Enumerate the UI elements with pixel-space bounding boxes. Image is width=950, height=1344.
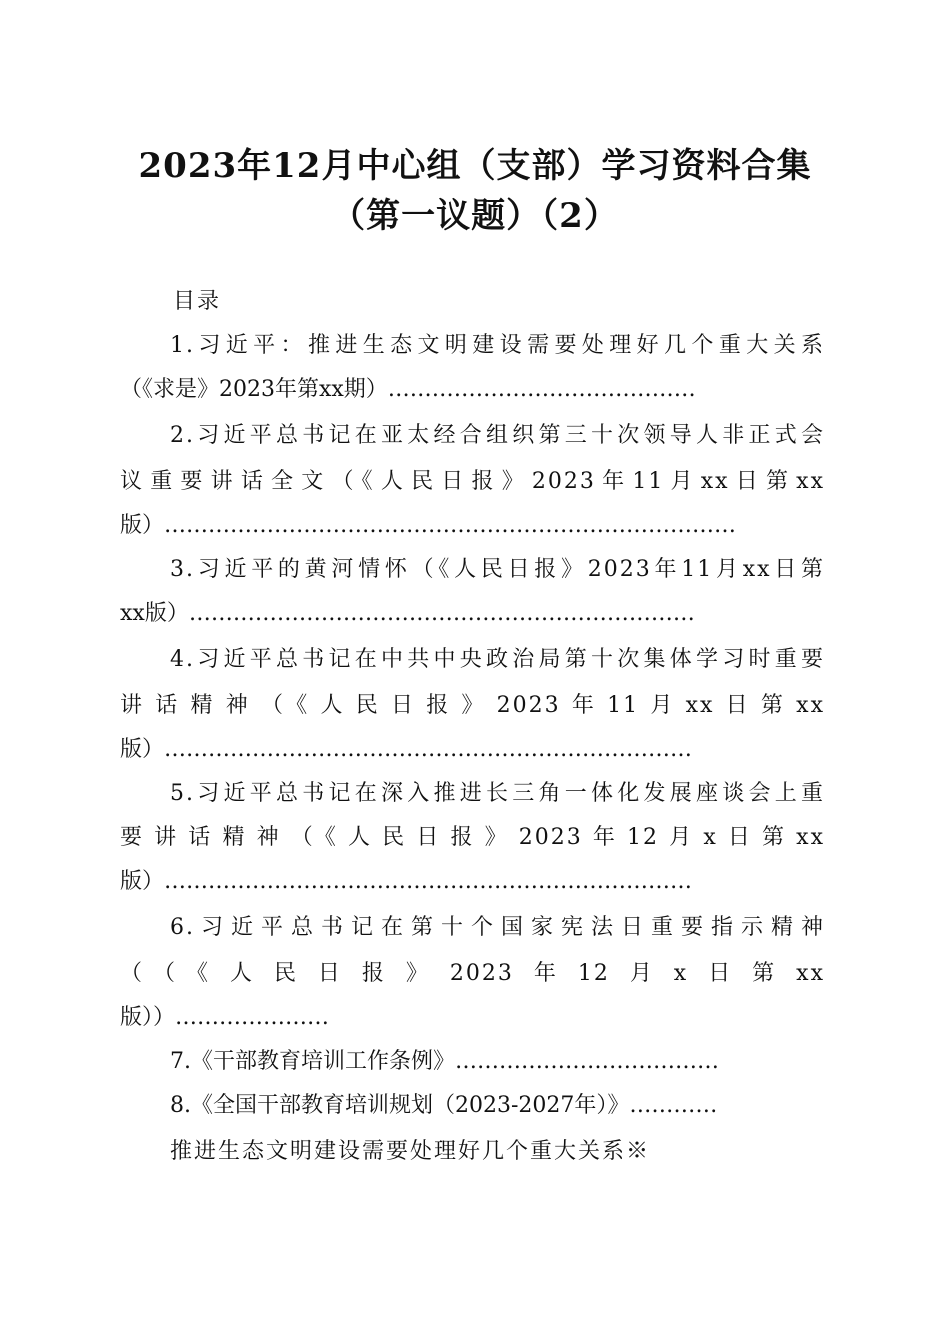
document-title-line1: 2023年12月中心组（支部）学习资料合集: [138, 146, 812, 186]
toc-entry-3-line2[interactable]: xx版）……………………………………………………………: [120, 601, 695, 626]
toc-entry-5-line3[interactable]: 版）………………………………………………………………: [120, 869, 693, 894]
toc-entry-8[interactable]: 8.《全国干部教育培训规划（2023-2027年）》…………: [170, 1093, 718, 1118]
toc-entry-1-line1[interactable]: 1.习近平：推进生态文明建设需要处理好几个重大关系: [170, 333, 825, 358]
toc-heading: 目录: [173, 289, 222, 314]
toc-entry-4-line2[interactable]: 讲话精神（《人民日报》2023年11月xx日第xx: [120, 693, 825, 718]
toc-entry-2-line3[interactable]: 版）……………………………………………………………………: [120, 513, 737, 538]
toc-entry-6-line2[interactable]: （（《人民日报》2023年12月x日第xx: [120, 961, 825, 986]
toc-entry-1-line2[interactable]: （《求是》2023年第xx期）……………………………………: [120, 377, 696, 402]
toc-entry-5-line1[interactable]: 5.习近平总书记在深入推进长三角一体化发展座谈会上重: [170, 781, 825, 806]
toc-entry-2-line2[interactable]: 议重要讲话全文（《人民日报》2023年11月xx日第xx: [120, 469, 825, 494]
toc-entry-3-line1[interactable]: 3.习近平的黄河情怀（《人民日报》2023年11月xx日第: [170, 557, 825, 582]
toc-entry-6-line1[interactable]: 6.习近平总书记在第十个国家宪法日重要指示精神: [170, 915, 825, 940]
toc-entry-4-line3[interactable]: 版）………………………………………………………………: [120, 737, 693, 762]
document-title-line2: （第一议题）（2）: [331, 196, 619, 236]
toc-entry-2-line1[interactable]: 2.习近平总书记在亚太经合组织第三十次领导人非正式会: [170, 423, 825, 448]
toc-entry-4-line1[interactable]: 4.习近平总书记在中共中央政治局第十次集体学习时重要: [170, 647, 825, 672]
toc-entry-6-line3[interactable]: 版））…………………: [120, 1005, 330, 1030]
toc-entry-7[interactable]: 7.《干部教育培训工作条例》………………………………: [170, 1049, 719, 1074]
section-heading: 推进生态文明建设需要处理好几个重大关系※: [170, 1139, 651, 1164]
toc-entry-5-line2[interactable]: 要讲话精神（《人民日报》2023年12月x日第xx: [120, 825, 825, 850]
